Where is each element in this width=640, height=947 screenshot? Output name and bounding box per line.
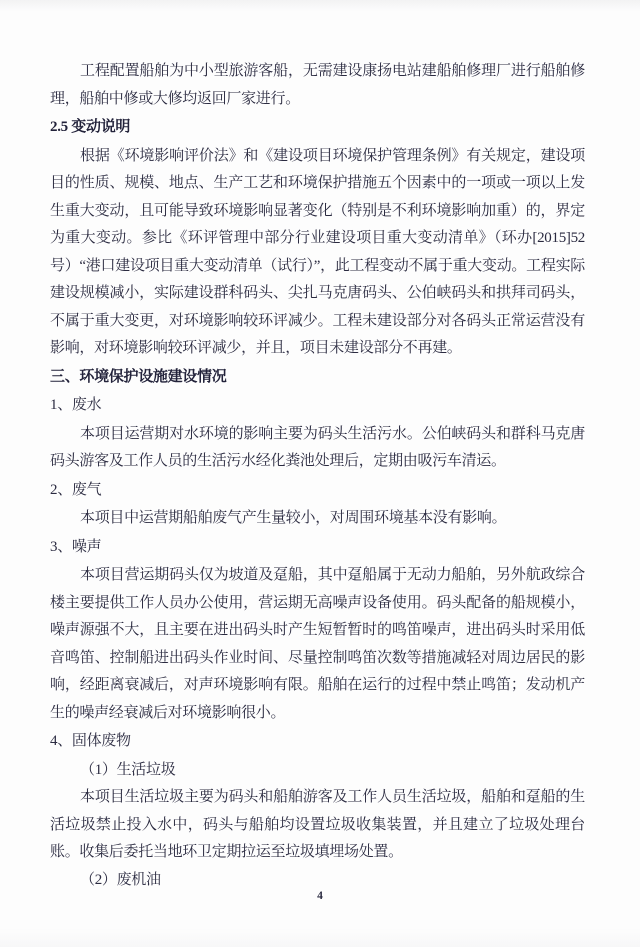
paragraph: 4、固体废物 (50, 733, 131, 749)
page-number: 4 (317, 890, 323, 902)
paragraph: 本项目运营期对水环境的影响主要为码头生活污水。公伯峡码头和群科马克唐码头游客及工作人员的生活污水经化粪池处理后，定期由吸污车清运。 (50, 425, 585, 469)
paragraph: 本项目营运期码头仅为坡道及趸船，其中趸船属于无动力船舶，另外航政综合楼主要提供工作人员办公使用，营运期无高噪声设备使用。码头配备的船规模小，噪声源强不大，且主要在进出码头时产生短暂暂时的鸣笛噪声，进出码头时采用低音鸣笛、控制船进出码头作业时间、尽量控制鸣笛次数等措施减轻对周边居民的影响，经距离衰减后，对声环境影响有限。船舶在运行的过程中禁止鸣笛；发动机产生的噪声经衰减后对环境影响很小。 (50, 567, 585, 721)
paragraph: 三、环境保护设施建设情况 (50, 368, 227, 385)
document-body (50, 58, 585, 894)
paragraph: （2）废机油 (80, 871, 161, 888)
paragraph: 2.5 变动说明 (50, 119, 131, 135)
paragraph: （1）生活垃圾 (80, 761, 176, 778)
paragraph: 本项目中运营期船舶废气产生量较小，对周围环境基本没有影响。 (80, 510, 507, 526)
paragraph: 根据《环境影响评价法》和《建设项目环境保护管理条例》有关规定，建设项目的性质、规模、地点、生产工艺和环境保护措施五个因素中的一项或一项以上发生重大变动，且可能导致环境影响显著变化（特别是不利环境影响加重）的，界定为重大变动。参比《环评管理中部分行业建设项目重大变动清单》（环办[2015]52 号）“港口建设项目重大变动清单（试行）”，此工程变动不属于重大变动。工程实际建设规模减小，实际建设群科码头、尖扎马克唐码头、公伯峡码头和拱拜司码头，不属于重大变更，对环境影响较环评减少。工程未建设部分对各码头正常运营没有影响，对环境影响较环评减少，并且，项目未建设部分不再建。 (50, 147, 585, 356)
paragraph: 工程配置船舶为中小型旅游客船，无需建设康扬电站建船舶修理厂进行船舶修理，船舶中修或大修均返回厂家进行。 (50, 63, 585, 107)
paragraph: 1、废水 (50, 397, 102, 413)
paragraph: 2、废气 (50, 481, 102, 498)
paragraph: 本项目生活垃圾主要为码头和船舶游客及工作人员生活垃圾，船舶和趸船的生活垃圾禁止投入水中，码头与船舶均设置垃圾收集装置，并且建立了垃圾处理台账。收集后委托当地环卫定期拉运至垃圾填埋场处置。 (50, 789, 585, 860)
paragraph: 3、噪声 (50, 538, 102, 555)
